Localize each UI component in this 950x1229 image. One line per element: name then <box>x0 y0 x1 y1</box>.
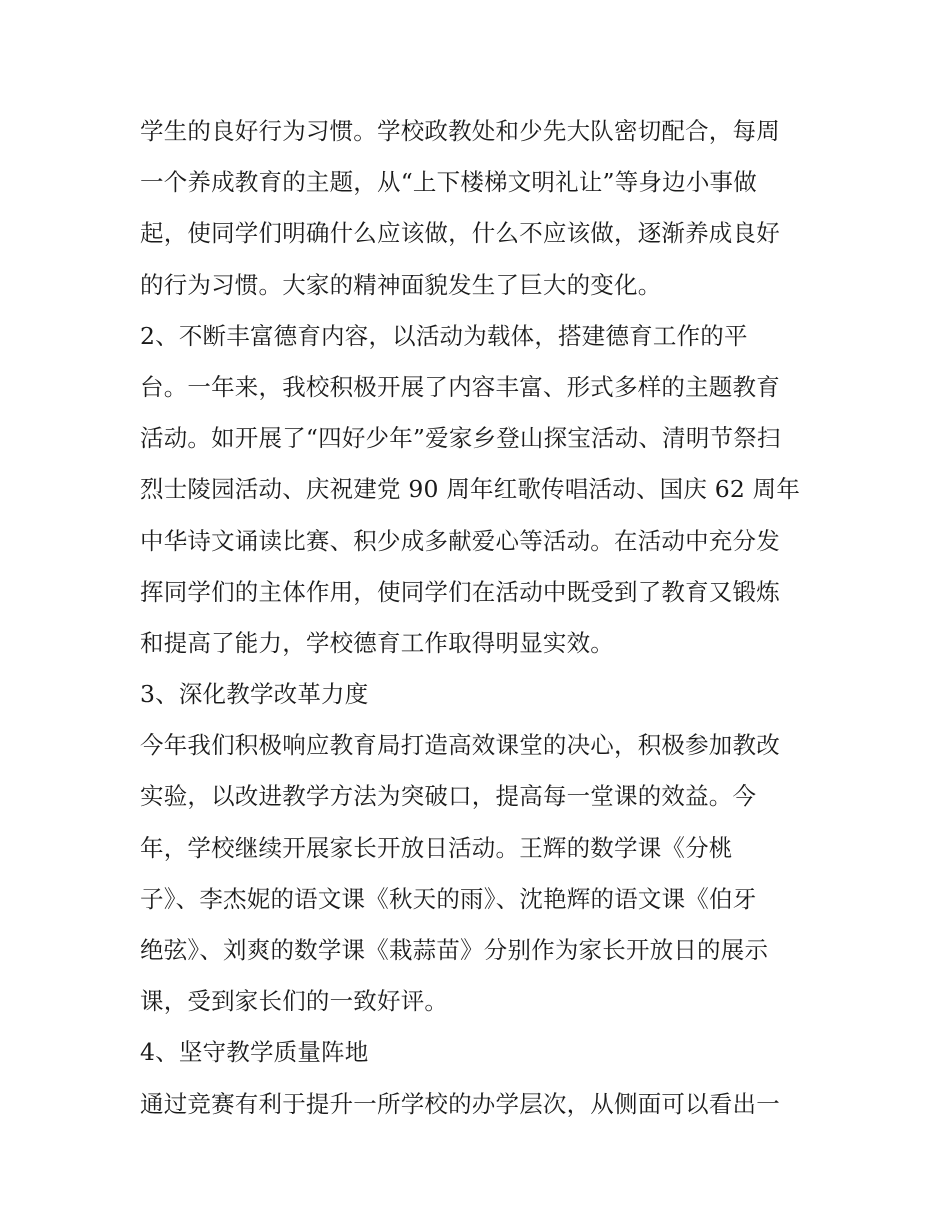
text-line: 烈士陵园活动、庆祝建党 90 周年红歌传唱活动、国庆 62 周年 <box>140 475 801 504</box>
text-line: 实验，以改进教学方法为突破口，提高每一堂课的效益。今 <box>140 782 757 811</box>
text-line: 活动。如开展了“四好少年”爱家乡登山探宝活动、清明节祭扫 <box>140 424 781 453</box>
text-line: 台。一年来，我校积极开展了内容丰富、形式多样的主题教育 <box>140 372 780 401</box>
body-text <box>140 106 820 1130</box>
text-line: 子》、李杰妮的语文课《秋天的雨》、沈艳辉的语文课《伯牙 <box>140 884 757 913</box>
text-line: 挥同学们的主体作用，使同学们在活动中既受到了教育又锻炼 <box>140 577 780 606</box>
text-line: 中华诗文诵读比赛、积少成多献爱心等活动。在活动中充分发 <box>140 526 780 555</box>
text-line: 课，受到家长们的一致好评。 <box>140 987 449 1016</box>
text-line: 今年我们积极响应教育局打造高效课堂的决心，积极参加教改 <box>140 731 780 760</box>
section-heading-2: 2、不断丰富德育内容，以活动为载体，搭建德育工作的平 <box>140 321 748 350</box>
text-line: 绝弦》、刘爽的数学课《栽蒜苗》分别作为家长开放日的展示 <box>140 936 769 964</box>
text-line: 学生的良好行为习惯。学校政教处和少先大队密切配合，每周 <box>140 117 780 145</box>
section-heading-4: 4、坚守教学质量阵地 <box>140 1038 369 1067</box>
text-line: 起，使同学们明确什么应该做，什么不应该做，逐渐养成良好 <box>140 219 780 248</box>
text-line: 通过竞赛有利于提升一所学校的办学层次，从侧面可以看出一 <box>140 1089 780 1118</box>
text-line: 年，学校继续开展家长开放日活动。王辉的数学课《分桃 <box>140 833 733 862</box>
section-heading-3: 3、深化教学改革力度 <box>140 680 369 709</box>
text-line: 一个养成教育的主题，从“上下楼梯文明礼让”等身边小事做 <box>140 168 757 197</box>
text-line: 的行为习惯。大家的精神面貌发生了巨大的变化。 <box>140 270 662 299</box>
text-line: 和提高了能力，学校德育工作取得明显实效。 <box>140 628 614 657</box>
